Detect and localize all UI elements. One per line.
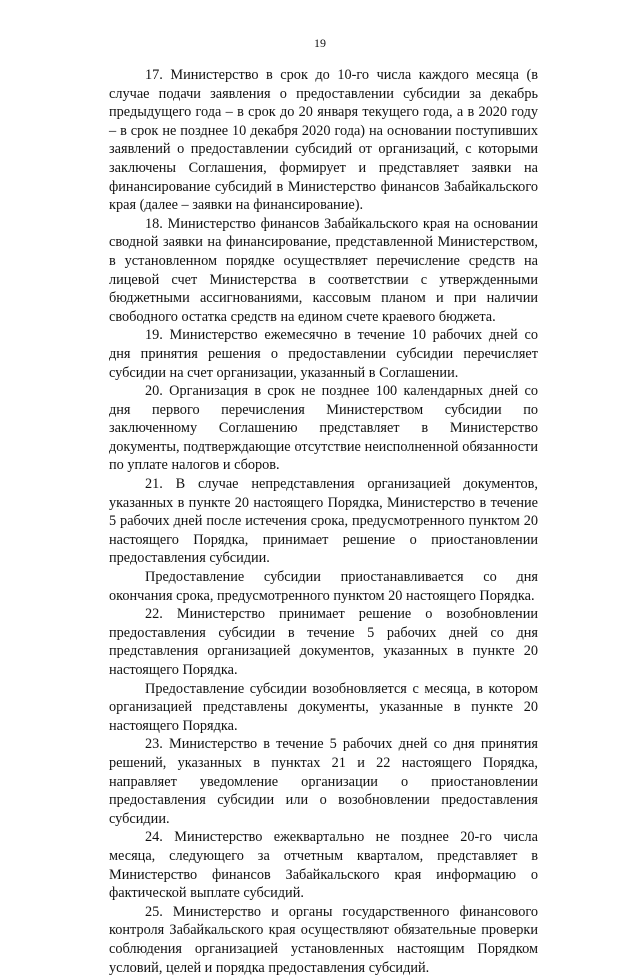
paragraph-21: 21. В случае непредставления организацией документов, указанных в пункте 20 настоящего Порядка, Министерство в течение 5 рабочих дней после истечения срока, предусмотренного пунктом 20 настоящего Порядка, принимает решение о приостановлении предоставления субсидии. <box>109 476 538 567</box>
paragraph-22: 22. Министерство принимает решение о возобновлении предоставления субсидии в течение 5 рабочих дней со дня представления организацией документов, указанных в пункте 20 настоящего Порядка. <box>109 606 538 678</box>
paragraph-18: 18. Министерство финансов Забайкальского края на основании сводной заявки на финансирование, представленной Министерством, в установленном порядке осуществляет перечисление средств на лицевой счет Министерства в соответствии с утвержденными бюджетными ассигнованиями, кассовым планом и при наличии свободного остатка средств на едином счете краевого бюджета. <box>109 215 538 325</box>
paragraph-20: 20. Организация в срок не позднее 100 календарных дней со дня первого перечисления Министерством субсидии по заключенному Соглашению представляет в Министерство документы, подтверждающие отсутствие неисполненной обязанности по уплате налогов и сборов. <box>109 383 538 474</box>
paragraph-22-resumption: Предоставление субсидии возобновляется с месяца, в котором организацией представлены документы, указанные в пункте 20 настоящего Порядка. <box>109 680 538 734</box>
paragraph-17: 17. Министерство в срок до 10-го числа каждого месяца (в случае подачи заявления о предоставлении субсидии за декабрь предыдущего года – в срок до 20 января текущего года, а в 2020 году – в срок не позднее 10 декабря 2020 года) на основании поступивших заявлений о предоставлении субсидий от организаций, с которыми заключены Соглашения, формирует и представляет заявки на финансирование субсидий в Министерство финансов Забайкальского края (далее – заявки на финансирование). <box>109 67 538 214</box>
document-body <box>109 66 538 977</box>
paragraph-25: 25. Министерство и органы государственного финансового контроля Забайкальского края осуществляют обязательные проверки соблюдения организацией установленных настоящим Порядком условий, целей и порядка предоставления субсидий. <box>109 903 538 976</box>
paragraph-24: 24. Министерство ежеквартально не позднее 20-го числа месяца, следующего за отчетным кварталом, представляет в Министерство финансов Забайкальского края информацию о фактической выплате субсидий. <box>109 829 538 902</box>
page-number: 19 <box>314 36 326 50</box>
paragraph-23: 23. Министерство в течение 5 рабочих дней со дня принятия решений, указанных в пунктах 21 и 22 настоящего Порядка, направляет уведомление организации о приостановлении предоставления субсидии или о возобновлении предоставления субсидии. <box>109 736 538 827</box>
paragraph-19: 19. Министерство ежемесячно в течение 10 рабочих дней со дня принятия решения о предоставлении субсидии перечисляет субсидии на счет организации, указанный в Соглашении. <box>109 327 538 381</box>
paragraph-21-suspension: Предоставление субсидии приостанавливается со дня окончания срока, предусмотренного пунктом 20 настоящего Порядка. <box>109 569 538 604</box>
